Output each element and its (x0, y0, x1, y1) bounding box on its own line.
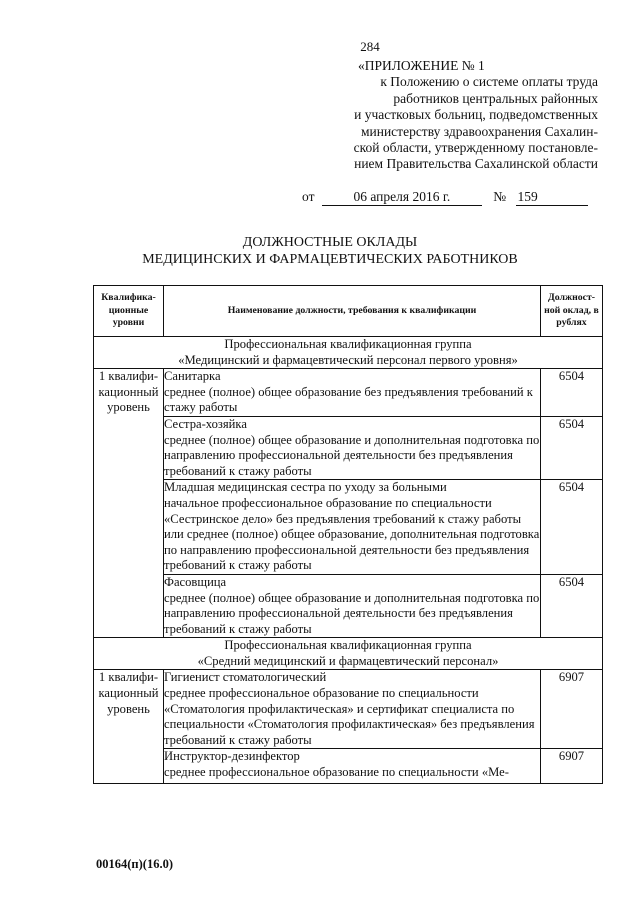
position-cell (164, 749, 541, 783)
position-name: Младшая медицинская сестра по уходу за больными (164, 480, 447, 495)
from-label: от (302, 189, 315, 204)
table-header-row (94, 286, 603, 337)
appendix-header (302, 58, 598, 173)
position-requirements: начальное профессиональное образование по специальности «Сестринское дело» без предъявления требований к стажу работы или среднее (полное) общее образование, дополнительная подготовка по направлению профессиональной деятельности без предъявления требований к стажу работы (164, 495, 540, 573)
position-name: Сестра-хозяйка (164, 416, 247, 431)
position-name: Гигиенист стоматологический (164, 670, 327, 685)
position-cell (164, 574, 541, 637)
appendix-line: к Положению о системе оплаты труда (380, 74, 598, 90)
qualification-level: 1 квалифи-кационный уровень (94, 369, 164, 638)
document-title (60, 234, 600, 268)
appendix-line: и участковых больниц, подведомственных (354, 107, 598, 123)
appendix-line: министерству здравоохранения Сахалин- (360, 123, 598, 139)
group-row (94, 337, 603, 369)
appendix-line: «ПРИЛОЖЕНИЕ № 1 (358, 58, 485, 73)
salary-value: 6504 (541, 416, 603, 479)
group-row (94, 638, 603, 670)
qualification-level: 1 квалифи-кационный уровень (94, 670, 164, 783)
group-title-line: Профессиональная квалификационная группа (224, 337, 472, 351)
table-row (94, 749, 603, 783)
salary-table (93, 285, 603, 784)
position-requirements: среднее профессиональное образование по специальности «Ме- (164, 765, 509, 780)
position-cell (164, 670, 541, 749)
header-level: Квалифика-ционные уровни (94, 286, 164, 337)
appendix-line: нием Правительства Сахалинской области (354, 156, 598, 172)
title-line-1: ДОЛЖНОСТНЫЕ ОКЛАДЫ (242, 235, 418, 250)
position-name: Фасовщица (164, 574, 227, 589)
group-title (94, 337, 603, 369)
group-title-line: «Средний медицинский и фармацевтический персонал» (197, 653, 499, 668)
group-title-line: «Медицинский и фармацевтический персонал первого уровня» (178, 352, 518, 367)
number-label: № (493, 189, 507, 204)
table-row (94, 480, 603, 575)
position-cell (164, 480, 541, 575)
position-requirements: среднее профессиональное образование по специальности «Стоматология профилактическая» и сертификат специалиста по специальности «Стоматология профилактическая» без предъявления требований к стажу работы (164, 686, 535, 747)
page-number: 284 (360, 39, 380, 54)
salary-value: 6907 (541, 749, 603, 783)
appendix-line: работников центральных районных (393, 90, 598, 106)
salary-value: 6907 (541, 670, 603, 749)
resolution-reference (302, 189, 598, 206)
table-row (94, 416, 603, 479)
position-requirements: среднее (полное) общее образование и дополнительная подготовка по направлению профессиональной деятельности без предъявления требований к стажу работы (164, 590, 540, 636)
table-row (94, 369, 603, 417)
header-position: Наименование должности, требования к квалификации (164, 286, 541, 337)
footer-code: 00164(п)(16.0) (96, 857, 173, 871)
position-requirements: среднее (полное) общее образование без предъявления требований к стажу работы (164, 384, 533, 415)
group-title-line: Профессиональная квалификационная группа (224, 638, 472, 653)
salary-value: 6504 (541, 369, 603, 417)
salary-value: 6504 (541, 480, 603, 575)
position-name: Санитарка (164, 369, 221, 384)
title-line-2: МЕДИЦИНСКИХ И ФАРМАЦЕВТИЧЕСКИХ РАБОТНИКОВ (142, 252, 518, 267)
position-cell (164, 416, 541, 479)
header-salary: Должност-ной оклад, в рублях (541, 286, 603, 337)
table-row (94, 574, 603, 637)
group-title (94, 638, 603, 670)
position-name: Инструктор-дезинфектор (164, 749, 300, 764)
salary-value: 6504 (541, 574, 603, 637)
resolution-number: 159 (516, 189, 588, 206)
position-requirements: среднее (полное) общее образование и дополнительная подготовка по направлению профессиональной деятельности без предъявления требований к стажу работы (164, 432, 540, 478)
resolution-date: 06 апреля 2016 г. (322, 189, 482, 206)
position-cell (164, 369, 541, 417)
table-row (94, 670, 603, 749)
appendix-line: ской области, утвержденному постановле- (353, 140, 598, 156)
